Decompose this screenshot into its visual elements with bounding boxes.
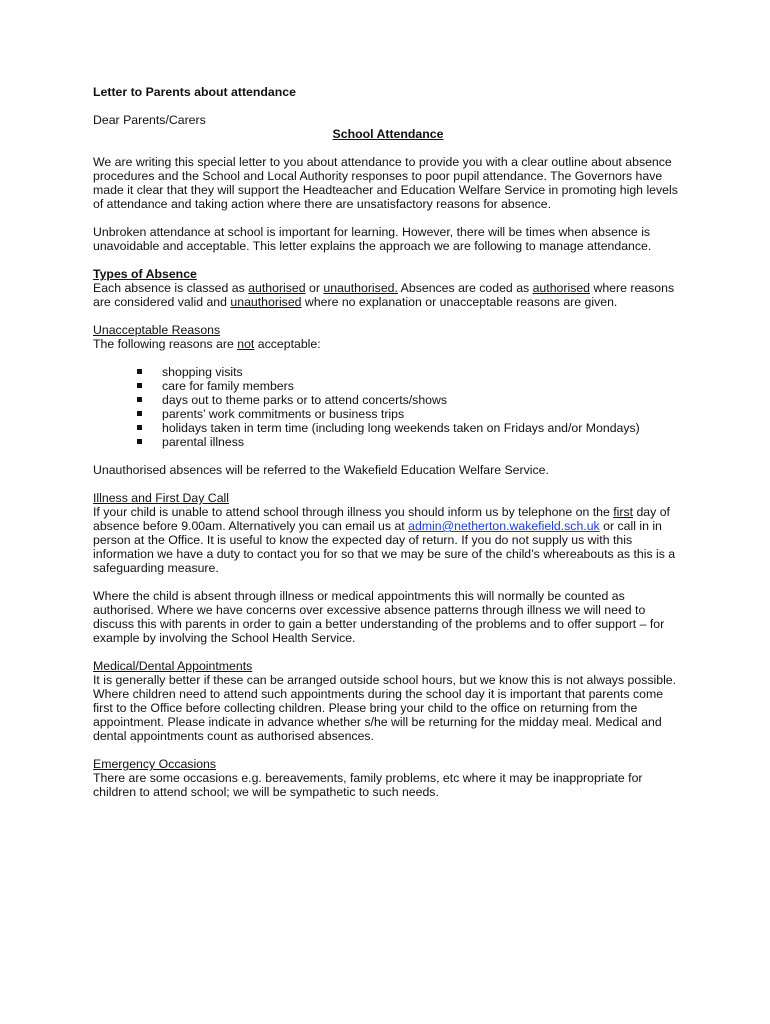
types-paragraph: [93, 281, 683, 309]
illness-authorised-paragraph: Where the child is absent through illness or medical appointments this will normally be counted as authorised. Where we have concerns over excessive absence patterns through illness we will need to discuss this with parents in order to gain a better understanding of the problems and to offer support – for example by involving the School Health Service.: [93, 589, 665, 645]
heading-types-of-absence: Types of Absence: [93, 267, 197, 281]
letter-page: [93, 85, 683, 799]
term-unauthorised: unauthorised.: [323, 281, 398, 295]
letter-title: Letter to Parents about attendance: [93, 85, 296, 99]
list-item: parents’ work commitments or business trips: [137, 407, 683, 421]
unacceptable-intro: [93, 337, 683, 351]
medical-paragraph: It is generally better if these can be arranged outside school hours, but we know this is not always possible. Where children need to attend such appointments during the school day it is important that parents come first to the Office before collecting children. Please bring your child to the office on returning from the appointment. Please indicate in advance whether s/he will be returning for the midday meal. Medical and dental appointments count as authorised absences.: [93, 673, 677, 743]
emergency-paragraph: There are some occasions e.g. bereavements, family problems, etc where it may be inappropriate for children to attend school; we will be sympathetic to such needs.: [93, 771, 643, 799]
list-item: shopping visits: [137, 365, 683, 379]
heading-medical-dental: Medical/Dental Appointments: [93, 659, 253, 673]
text-span: The following reasons are: [93, 337, 238, 351]
term-not: not: [237, 337, 255, 351]
text-span: day of absence before 9.00am. Alternatively you can email us at: [93, 505, 670, 533]
text-span: where no explanation or unacceptable reasons are given.: [301, 295, 618, 309]
list-item: parental illness: [137, 435, 683, 449]
heading-illness-first-day-call: Illness and First Day Call: [93, 491, 229, 505]
heading-emergency-occasions: Emergency Occasions: [93, 757, 217, 771]
text-span: If your child is unable to attend school through illness you should inform us by telephone on the: [93, 505, 614, 519]
heading-school-attendance: School Attendance: [332, 127, 444, 141]
email-link[interactable]: admin@netherton.wakefield.sch.uk: [408, 519, 600, 533]
list-item: care for family members: [137, 379, 683, 393]
illness-paragraph: [93, 505, 683, 575]
text-span: acceptable:: [254, 337, 321, 351]
list-item: holidays taken in term time (including long weekends taken on Fridays and/or Mondays): [137, 421, 683, 435]
text-span: or call in in person at the Office. It is useful to know the expected day of return. If you do not supply us with this information we have a duty to contact you for so that we may be sure of the child’s whereabouts as this is a safeguarding measure.: [93, 519, 676, 575]
term-authorised: authorised: [248, 281, 306, 295]
text-span: Absences are coded as: [397, 281, 533, 295]
term-authorised: authorised: [532, 281, 591, 295]
heading-unacceptable-reasons: Unacceptable Reasons: [93, 323, 221, 337]
unacceptable-reasons-list: [93, 365, 683, 449]
text-span: Each absence is classed as: [93, 281, 249, 295]
list-item: days out to theme parks or to attend concerts/shows: [137, 393, 683, 407]
term-unauthorised: unauthorised: [230, 295, 302, 309]
referral-paragraph: Unauthorised absences will be referred to the Wakefield Education Welfare Service.: [93, 463, 549, 477]
unbroken-attendance-paragraph: Unbroken attendance at school is important for learning. However, there will be times when absence is unavoidable and acceptable. This letter explains the approach we are following to manage attendance.: [93, 225, 652, 253]
intro-paragraph: We are writing this special letter to you about attendance to provide you with a clear outline about absence procedures and the School and Local Authority responses to poor pupil attendance. The Governors have made it clear that they will support the Headteacher and Education Welfare Service in promoting high levels of attendance and taking action where there are unsatisfactory reasons for absence.: [93, 155, 678, 211]
text-span: where reasons are considered valid and: [93, 281, 675, 309]
greeting: Dear Parents/Carers: [93, 113, 206, 127]
term-first: first: [613, 505, 634, 519]
text-span: or: [305, 281, 324, 295]
